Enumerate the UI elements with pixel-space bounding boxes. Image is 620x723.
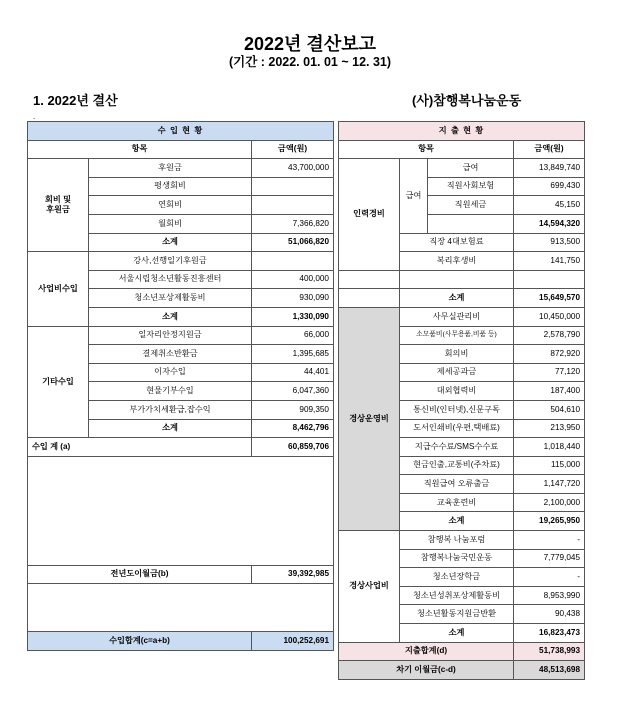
row-amount: 13,849,740	[514, 159, 585, 178]
row-amount: 6,047,360	[252, 382, 334, 401]
table-row	[339, 307, 585, 326]
subtotal-amount: 1,330,090	[252, 307, 334, 326]
row-label: 참행복 나눔포럼	[400, 531, 514, 550]
subtotal-amount: 19,265,950	[514, 512, 585, 531]
row-amount: 44,401	[252, 363, 334, 382]
row-amount: 930,090	[252, 289, 334, 308]
row-amount: 699,430	[514, 177, 585, 196]
next-carryover-amount: 48,513,698	[514, 661, 585, 680]
row-label	[428, 214, 514, 233]
expense-table	[338, 121, 585, 680]
income-header: 수 입 현 황	[28, 122, 334, 141]
row-amount: 10,450,000	[514, 307, 585, 326]
row-label: 청소년장학금	[400, 568, 514, 587]
row-label: 지급수수료/SMS수수료	[400, 438, 514, 457]
wage-total-amount: 14,594,320	[514, 214, 585, 233]
row-amount: 1,018,440	[514, 438, 585, 457]
row-label: 직원사회보험	[428, 177, 514, 196]
table-row	[339, 531, 585, 550]
subtotal-row	[339, 289, 585, 308]
income-group-project: 사업비수입	[28, 252, 89, 326]
page-title: 2022년 결산보고	[244, 34, 376, 54]
row-label: 강사,선행일기후원금	[89, 252, 252, 271]
income-col-item: 항목	[28, 140, 252, 159]
subtotal-amount: 15,649,570	[514, 289, 585, 308]
expense-group-personnel: 인력경비	[339, 159, 400, 271]
row-label: 청소년성취포상제활동비	[400, 586, 514, 605]
row-label: 서울시립청소년활동진흥센터	[89, 270, 252, 289]
row-amount: 1,395,685	[252, 345, 334, 364]
row-label: 결제취소반환금	[89, 345, 252, 364]
subtotal-label: 소계	[400, 624, 514, 643]
row-label: 사무실관리비	[400, 307, 514, 326]
row-label: 후원금	[89, 159, 252, 178]
income-total-row	[28, 438, 334, 457]
expense-group-operating: 경상운영비	[339, 307, 400, 530]
row-amount: 2,100,000	[514, 493, 585, 512]
income-grand-amount: 100,252,691	[252, 632, 334, 651]
row-label: 직장 4대보험료	[400, 233, 514, 252]
subtotal-amount: 8,462,796	[252, 419, 334, 438]
income-table	[27, 121, 334, 651]
blank-area	[28, 584, 334, 632]
row-amount: 913,500	[514, 233, 585, 252]
row-amount: 77,120	[514, 363, 585, 382]
row-label: 참행복나눔국민운동	[400, 549, 514, 568]
row-amount	[252, 252, 334, 271]
row-label: 도서인쇄비(우편,택배료)	[400, 419, 514, 438]
subtotal-label: 소계	[89, 419, 252, 438]
income-group-other: 기타수입	[28, 326, 89, 438]
marker-dot: .	[33, 112, 36, 121]
row-amount: 7,779,045	[514, 549, 585, 568]
row-label: 이자수입	[89, 363, 252, 382]
expense-col-item: 항목	[339, 140, 514, 159]
row-label: 복리후생비	[400, 252, 514, 271]
subtotal-label: 소계	[400, 289, 514, 308]
expense-header: 지 출 현 황	[339, 122, 585, 141]
next-carryover-label: 차기 이월금(c-d)	[339, 661, 514, 680]
row-label: 제세공과금	[400, 363, 514, 382]
row-amount: 141,750	[514, 252, 585, 271]
row-amount: 7,366,820	[252, 214, 334, 233]
subtotal-label: 소계	[89, 233, 252, 252]
row-label: 직원세금	[428, 196, 514, 215]
row-label: 청소년활동지원금반환	[400, 605, 514, 624]
report-period: (기간 : 2022. 01. 01 ~ 12. 31)	[228, 55, 392, 69]
row-label: 현금인출,교통비(주차료)	[400, 456, 514, 475]
subtotal-label: 소계	[400, 512, 514, 531]
row-label: 연회비	[89, 196, 252, 215]
row-label: 통신비(인터넷),신문구독	[400, 400, 514, 419]
income-col-amount: 금액(원)	[252, 140, 334, 159]
row-label: 평생회비	[89, 177, 252, 196]
subtotal-amount: 51,066,820	[252, 233, 334, 252]
expense-col-amount: 금액(원)	[514, 140, 585, 159]
expense-group-project: 경상사업비	[339, 531, 400, 643]
row-amount: 400,000	[252, 270, 334, 289]
row-amount: 213,950	[514, 419, 585, 438]
carryover-label: 전년도이월금(b)	[28, 565, 252, 584]
table-row	[28, 326, 334, 345]
row-label: 회의비	[400, 345, 514, 364]
income-grand-row	[28, 632, 334, 651]
row-label: 월회비	[89, 214, 252, 233]
row-amount: 66,000	[252, 326, 334, 345]
row-label: 직원급여 오류출금	[400, 475, 514, 494]
row-label: 일자리안정지원금	[89, 326, 252, 345]
row-label: 대외협력비	[400, 382, 514, 401]
row-label: 소모품비(사무용품,비품 등)	[400, 326, 514, 345]
section-heading: 1. 2022년 결산	[33, 93, 118, 108]
row-amount: 504,610	[514, 400, 585, 419]
income-total-label: 수입 계 (a)	[28, 438, 252, 457]
row-label: 급여	[428, 159, 514, 178]
row-amount: 872,920	[514, 345, 585, 364]
row-amount: 187,400	[514, 382, 585, 401]
row-amount: 43,700,000	[252, 159, 334, 178]
row-amount: 909,350	[252, 400, 334, 419]
next-carryover-row	[339, 661, 585, 680]
wage-group-label: 급여	[400, 159, 428, 233]
income-group-membership: 회비 및 후원금	[28, 159, 89, 252]
row-amount	[252, 196, 334, 215]
row-amount: 45,150	[514, 196, 585, 215]
row-label: 교육훈련비	[400, 493, 514, 512]
expense-total-amount: 51,738,993	[514, 642, 585, 661]
row-amount: -	[514, 568, 585, 587]
row-amount: 8,953,990	[514, 586, 585, 605]
table-row	[28, 159, 334, 178]
carryover-amount: 39,392,985	[252, 565, 334, 584]
blank-cell	[339, 289, 400, 308]
table-row	[339, 159, 585, 178]
income-grand-label: 수입합계(c=a+b)	[28, 632, 252, 651]
row-amount: -	[514, 531, 585, 550]
income-total-amount: 60,859,706	[252, 438, 334, 457]
expense-total-row	[339, 642, 585, 661]
subtotal-label: 소계	[89, 307, 252, 326]
expense-total-label: 지출합계(d)	[339, 642, 514, 661]
subtotal-amount: 16,823,473	[514, 624, 585, 643]
row-amount: 2,578,790	[514, 326, 585, 345]
row-amount	[252, 177, 334, 196]
row-amount: 1,147,720	[514, 475, 585, 494]
row-amount: 90,438	[514, 605, 585, 624]
row-label: 현물기부수입	[89, 382, 252, 401]
row-label: 부가가치세환급,잡수익	[89, 400, 252, 419]
carryover-row	[28, 565, 334, 584]
row-label: 청소년포상제활동비	[89, 289, 252, 308]
blank-row	[400, 270, 514, 289]
organization-name: (사)참행복나눔운동	[412, 93, 522, 108]
row-amount: 115,000	[514, 456, 585, 475]
table-row	[28, 252, 334, 271]
blank-area	[28, 456, 334, 565]
